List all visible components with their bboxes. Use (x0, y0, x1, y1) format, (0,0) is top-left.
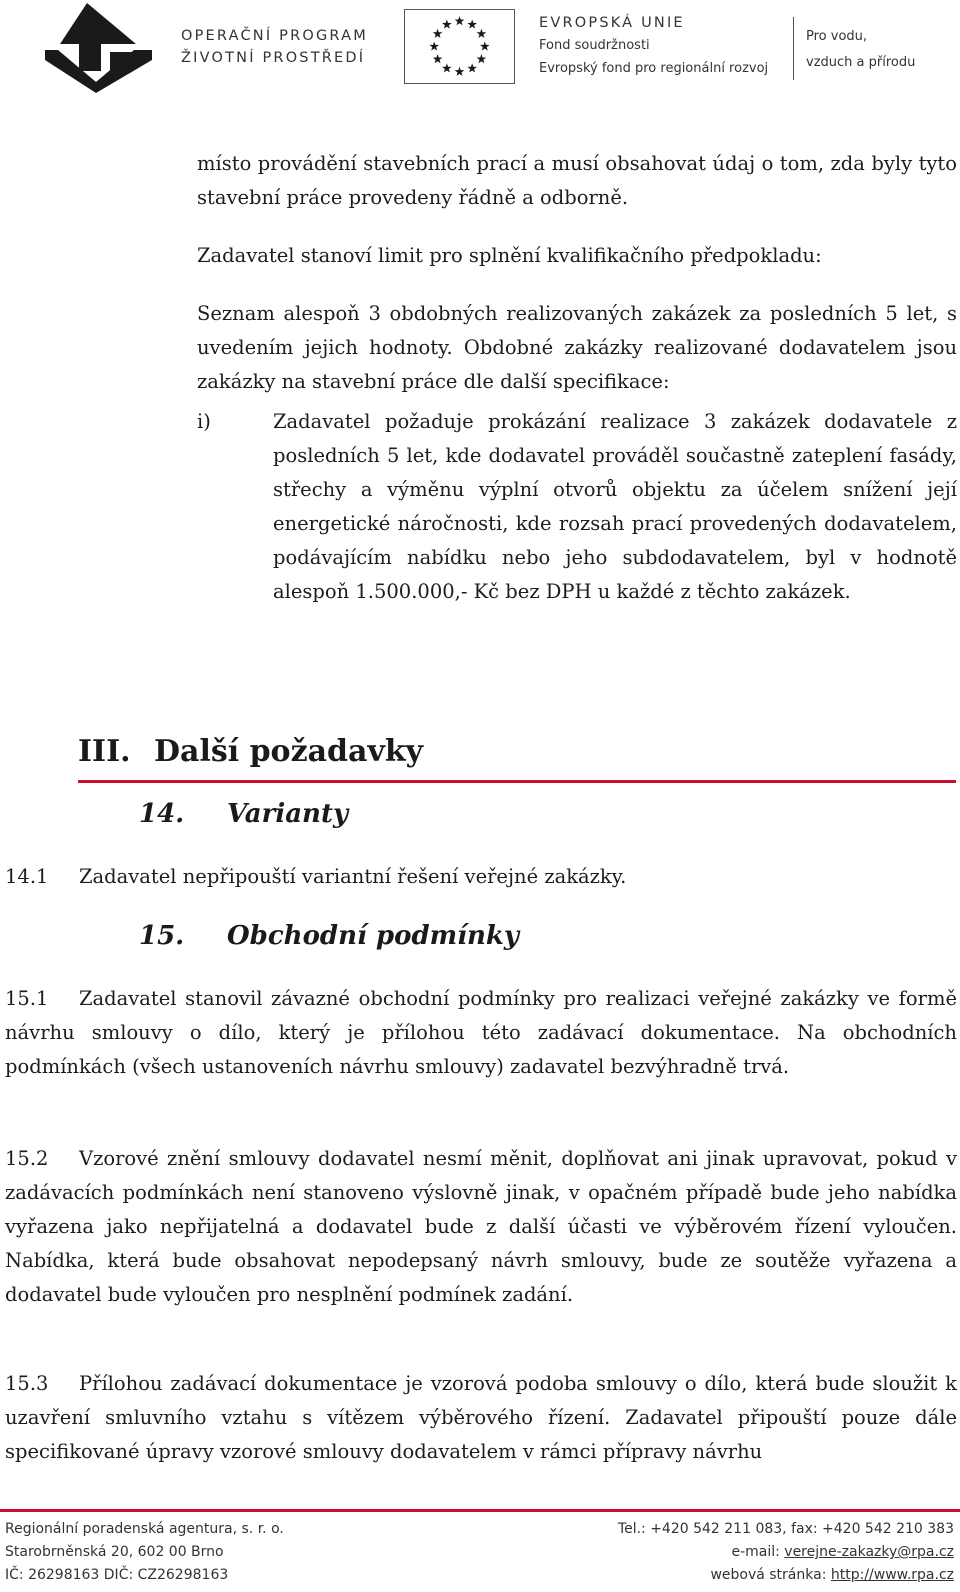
eu-label (539, 12, 768, 80)
paragraph-15-3 (5, 1367, 957, 1469)
paragraph-number: 15.1 (5, 987, 49, 1010)
paragraph-number: 14.1 (5, 865, 49, 888)
section-heading (78, 734, 423, 769)
opzp-logo-icon (40, 0, 162, 96)
subheading-title: Varianty (227, 799, 349, 829)
footer-phone: Tel.: +420 542 211 083, fax: +420 542 210 383 (617, 1521, 954, 1537)
section-title: Další požadavky (154, 734, 424, 769)
list-item-marker: i) (197, 410, 211, 433)
eu-star-icon (467, 63, 477, 72)
paragraph-text: Vzorové znění smlouvy dodavatel nesmí měnit, doplňovat ani jinak upravovat, pokud v zadávacích podmínkách není stanoveno výslovně jinak, v opačném případě bude jeho nabídka vyřazena jako nepřijatelná a dodavatel bude z další účasti ve výběrovém řízení vyloučen. Nabídka, která bude obsahovat nepodepsaný návrh smlouvy, bude ze soutěže vyřazena a dodavatel bude vyloučen pro nesplnění podmínek zadání. (5, 1147, 957, 1306)
footer-web-line (618, 1564, 954, 1587)
footer-email-label: e-mail: (731, 1544, 785, 1560)
eu-fund: Fond soudržnosti (539, 38, 650, 53)
footer-email-link[interactable]: verejne-zakazky@rpa.cz (784, 1544, 954, 1560)
eu-star-icon (467, 20, 477, 29)
eu-title: EVROPSKÁ UNIE (539, 15, 685, 31)
subheading-obchodni-podminky (139, 921, 519, 951)
footer-email-line (618, 1541, 954, 1564)
footer-company: Regionální poradenská agentura, s. r. o. (5, 1521, 284, 1537)
paragraph-continuation: místo provádění stavebních prací a musí obsahovat údaj o tom, zda byly tyto stavební práce provedeny řádně a odborně. (197, 152, 957, 209)
paragraph-15-1 (5, 982, 957, 1084)
paragraph-text: Zadavatel nepřipouští variantní řešení veřejné zakázky. (79, 865, 627, 888)
footer-ids: IČ: 26298163 DIČ: CZ26298163 (5, 1567, 229, 1583)
eu-star-icon (433, 54, 443, 63)
section-number: III. (78, 734, 131, 769)
eu-star-icon (433, 29, 443, 38)
eu-star-icon (442, 20, 452, 29)
subheading-title: Obchodní podmínky (227, 921, 520, 951)
subheading-number: 14. (139, 799, 185, 829)
slogan (806, 24, 915, 76)
subheading-varianty (139, 799, 348, 829)
paragraph-text: Přílohou zadávací dokumentace je vzorová podoba smlouvy o dílo, která bude sloužit k uzavření smluvního vztahu s vítězem výběrového řízení. Zadavatel připouští pouze dále specifikované úpravy vzorové smlouvy dodavatelem v rámci přípravy návrhu (5, 1372, 957, 1463)
footer-contact-info (618, 1518, 954, 1587)
paragraph-text: Zadavatel stanovil závazné obchodní podmínky pro realizaci veřejné zakázky ve formě návrhu smlouvy o dílo, který je přílohou této zadávací dokumentace. Na obchodních podmínkách (všech ustanoveních návrhu smlouvy) zadavatel bezvýhradně trvá. (5, 987, 957, 1078)
eu-star-icon (480, 41, 490, 50)
paragraph-reference-list: Seznam alespoň 3 obdobných realizovaných zakázek za posledních 5 let, s uvedením jejich hodnoty. Obdobné zakázky realizované dodavatelem jsou zakázky na stavební práce dle další specifikace: (197, 302, 957, 393)
slogan-line-2: vzduch a přírodu (806, 55, 916, 70)
program-name (181, 25, 368, 69)
footer-rule (0, 1509, 960, 1512)
program-line-1: OPERAČNÍ PROGRAM (181, 28, 368, 44)
subheading-number: 15. (139, 921, 185, 951)
eu-star-icon (477, 54, 487, 63)
list-item-text: Zadavatel požaduje prokázání realizace 3 zakázek dodavatele z posledních 5 let, kde dodavatel prováděl součastně zateplení fasády, střechy a výměnu výplní otvorů objektu za účelem snížení její energetické náročnosti, kde rozsah prací provedených dodavatelem, podávajícím nabídku nebo jeho subdodavatelem, byl v hodnotě alespoň 1.500.000,- Kč bez DPH u každé z těchto zakázek. (273, 410, 957, 603)
section-rule (78, 780, 956, 783)
eu-star-icon (455, 67, 465, 76)
footer-address: Starobrněnská 20, 602 00 Brno (5, 1544, 224, 1560)
paragraph-limit: Zadavatel stanoví limit pro splnění kvalifikačního předpokladu: (197, 244, 822, 267)
page-header (0, 0, 960, 110)
footer-company-info (5, 1518, 284, 1587)
eu-star-icon (477, 29, 487, 38)
eu-star-icon (429, 41, 439, 50)
paragraph-14-1 (5, 860, 957, 894)
eu-star-icon (442, 63, 452, 72)
eu-flag-icon (404, 9, 515, 84)
paragraph-number: 15.2 (5, 1147, 49, 1170)
header-divider (793, 17, 794, 80)
slogan-line-1: Pro vodu, (806, 29, 868, 44)
paragraph-number: 15.3 (5, 1372, 49, 1395)
paragraph-15-2 (5, 1142, 957, 1312)
footer-web-link[interactable]: http://www.rpa.cz (830, 1567, 954, 1583)
eu-star-icon (455, 16, 465, 25)
program-line-2: ŽIVOTNÍ PROSTŘEDÍ (181, 50, 366, 66)
eu-regional-fund: Evropský fond pro regionální rozvoj (539, 61, 769, 76)
footer-web-label: webová stránka: (710, 1567, 831, 1583)
